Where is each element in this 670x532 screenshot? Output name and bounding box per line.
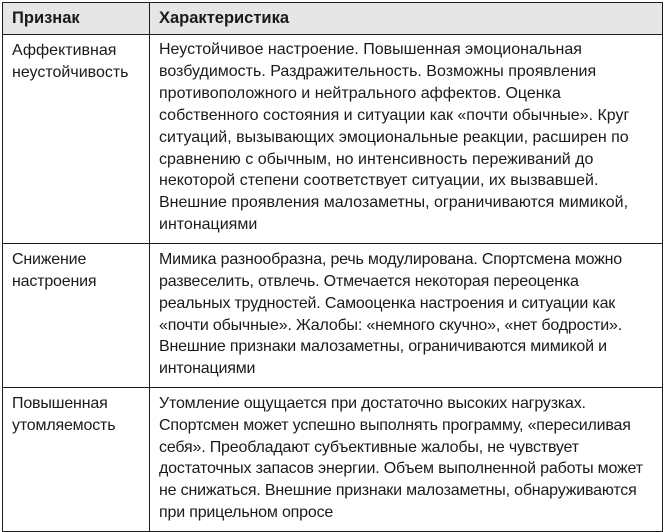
- table-body: [3, 35, 663, 532]
- cell-feature: Аффективная неустойчивость: [3, 35, 150, 244]
- table-row: [3, 35, 663, 244]
- table-header: [3, 3, 663, 35]
- column-header-feature: Признак: [3, 3, 150, 35]
- table-row: [3, 244, 663, 388]
- cell-feature: Повышенная утомляемость: [3, 387, 150, 531]
- column-header-characteristic: Характеристика: [150, 3, 663, 35]
- cell-characteristic: Утомление ощущается при достаточно высоких нагрузках. Спортсмен может успешно выполнять программу, «пересиливая себя». Преобладают субъективные жалобы, не чувствует достаточных запасов энергии. Объем выполненной работы может не снижаться. Внешние признаки малозаметны, обнаруживаются при прицельном опросе: [150, 387, 663, 531]
- cell-characteristic: Неустойчивое настроение. Повышенная эмоциональная возбудимость. Раздражительность. Возможны проявления противоположного и нейтрального аффектов. Оценка собственного состояния и ситуации как «почти обычные». Круг ситуаций, вызывающих эмоциональные реакции, расширен по сравнению с обычным, но интенсивность переживаний до некоторой степени соответствует ситуации, их вызвавшей. Внешние проявления малозаметны, ограничиваются мимикой, интонациями: [150, 35, 663, 244]
- table-row: [3, 387, 663, 531]
- cell-feature: Снижение настроения: [3, 244, 150, 388]
- table-container: [2, 2, 662, 532]
- cell-characteristic: Мимика разнообразна, речь модулирована. Спортсмена можно развеселить, отвлечь. Отмечается некоторая переоценка реальных трудностей. Самооценка настроения и ситуации как «почти обычные». Жалобы: «немного скучно», «нет бодрости». Внешние признаки малозаметны, ограничиваются мимикой и интонациями: [150, 244, 663, 388]
- characteristics-table: [2, 2, 663, 532]
- table-header-row: [3, 3, 663, 35]
